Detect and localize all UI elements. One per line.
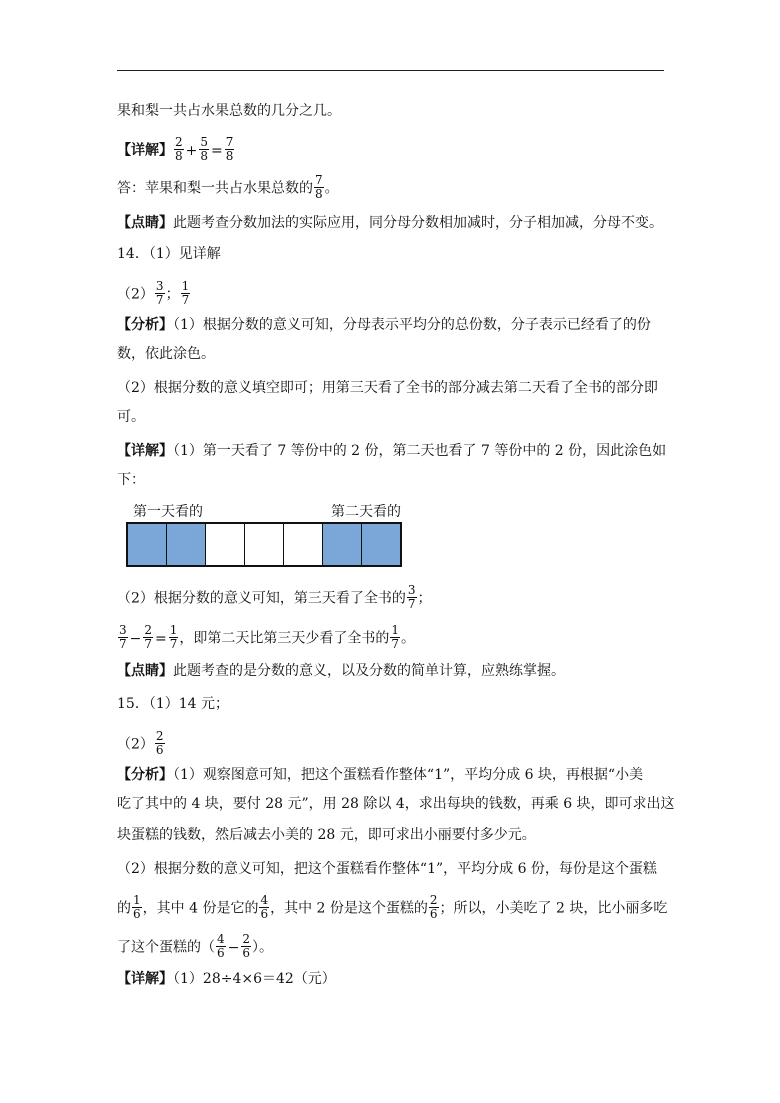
fraction: $\frac{7}{8}$ (315, 173, 323, 201)
fraction: $\frac{3}{7}$ (407, 583, 416, 611)
fraction: $\frac{1}{6}$ (133, 893, 141, 921)
q14-detail-1a: 【详解】（1）第一天看了 7 等份中的 2 份，第二天也看了 7 等份中的 2 份，因此涂色如 (117, 443, 667, 459)
q14-part2-answer: （2） $\frac{3}{7}$ ； $\frac{1}{7}$ (117, 279, 190, 307)
strip-cell-shaded (167, 524, 206, 565)
detail-tag: 【详解】 (117, 443, 173, 459)
strip-cell-empty (284, 524, 323, 565)
fraction: $\frac{1}{7}$ (391, 623, 400, 651)
fraction: $\frac{4}{6}$ (260, 893, 269, 921)
prev-comment-line: 【点睛】此题考查分数加法的实际应用，同分母分数相加减时，分子相加减，分母不变。 (117, 215, 663, 231)
fraction: $\frac{2}{6}$ (242, 932, 251, 960)
fraction: $\frac{4}{6}$ (217, 932, 225, 960)
detail-tag: 【详解】 (117, 142, 173, 159)
strip-label-day2: 第二天看的 (331, 504, 401, 520)
q15-part2-answer: （2） $\frac{2}{6}$ (117, 729, 164, 757)
q14-analysis-1b: 数，依此涂色。 (117, 346, 215, 362)
strip-cell-shaded (362, 524, 400, 565)
q15-analysis-2a: （2）根据分数的意义可知，把这个蛋糕看作整体“1”，平均分成 6 份，每份是这个蛋糕 (117, 861, 657, 877)
fraction: $\frac{1}{7}$ (169, 623, 178, 651)
header-rule (117, 70, 664, 71)
analysis-tag: 【分析】 (117, 767, 173, 783)
strip-cell-shaded (323, 524, 362, 565)
q15-analysis-2c: 了这个蛋糕的（ $\frac{4}{6}$ − $\frac{2}{6}$ ）。 (117, 932, 274, 960)
q15-analysis-1a: 【分析】（1）观察图意可知，把这个蛋糕看作整体“1”，平均分成 6 块，再根据“小美 (117, 767, 644, 783)
strip-cell-empty (245, 524, 284, 565)
shaded-fraction-strip (126, 522, 402, 567)
fraction: $\frac{1}{7}$ (181, 279, 190, 307)
q15-analysis-1c: 块蛋糕的钱数，然后减去小美的 28 元，即可求出小丽要付多少元。 (117, 827, 536, 843)
q14-calc-line: $\frac{3}{7}$ − $\frac{2}{7}$ = $\frac{1}{7}$ ，即第二天比第三天少看了全书的 $\frac{1}{7}$ 。 (119, 623, 416, 651)
q14-detail-2: （2）根据分数的意义可知，第三天看了全书的 $\frac{3}{7}$ ； (117, 583, 432, 611)
fraction: $\frac{5}{8}$ (200, 135, 209, 163)
strip-label-day1: 第一天看的 (133, 504, 203, 520)
q14-analysis-2b: 可。 (117, 409, 145, 425)
detail-tag: 【详解】 (117, 971, 173, 987)
strip-cell-shaded (128, 524, 167, 565)
fraction: $\frac{3}{7}$ (155, 279, 164, 307)
analysis-tag: 【分析】 (117, 317, 173, 333)
prev-continuation: 果和梨一共占水果总数的几分之几。 (117, 103, 341, 119)
q15-detail-1: 【详解】（1）28÷4×6＝42（元） (117, 971, 336, 987)
q14-detail-1b: 下： (117, 472, 145, 488)
fraction: $\frac{3}{7}$ (119, 623, 127, 651)
q14-analysis-1a: 【分析】（1）根据分数的意义可知，分母表示平均分的总份数，分子表示已经看了的份 (117, 317, 651, 333)
comment-tag: 【点睛】 (117, 215, 173, 231)
q15-head: 15．（1）14 元； (117, 696, 229, 712)
q15-analysis-2b: 的 $\frac{1}{6}$ ，其中 4 份是它的 $\frac{4}{6}$ ，其中 2 份是这个蛋糕的 $\frac{2}{6}$ ；所以，小美吃了 2 块，比小丽多吃 (117, 893, 668, 921)
fraction: $\frac{2}{8}$ (175, 135, 183, 163)
comment-tag: 【点睛】 (117, 663, 173, 679)
fraction: $\frac{2}{7}$ (144, 623, 153, 651)
q14-analysis-2a: （2）根据分数的意义填空即可；用第三天看了全书的部分减去第二天看了全书的部分即 (117, 380, 658, 396)
prev-detail-line: 【详解】 $\frac{2}{8}$ + $\frac{5}{8}$ = $\frac{7}{8}$ (117, 135, 234, 163)
fraction: $\frac{7}{8}$ (225, 135, 234, 163)
q15-analysis-1b: 吃了其中的 4 块，要付 28 元”，用 28 除以 4，求出每块的钱数，再乘 6 块，即可求出这 (117, 796, 675, 812)
fraction: $\frac{2}{6}$ (155, 729, 164, 757)
prev-answer-line: 答：苹果和梨一共占水果总数的 $\frac{7}{8}$ 。 (117, 173, 339, 201)
strip-cell-empty (206, 524, 245, 565)
q14-head: 14．（1）见详解 (117, 246, 221, 262)
q14-comment-line: 【点睛】此题考查的是分数的意义，以及分数的简单计算，应熟练掌握。 (117, 663, 565, 679)
fraction: $\frac{2}{6}$ (429, 893, 438, 921)
